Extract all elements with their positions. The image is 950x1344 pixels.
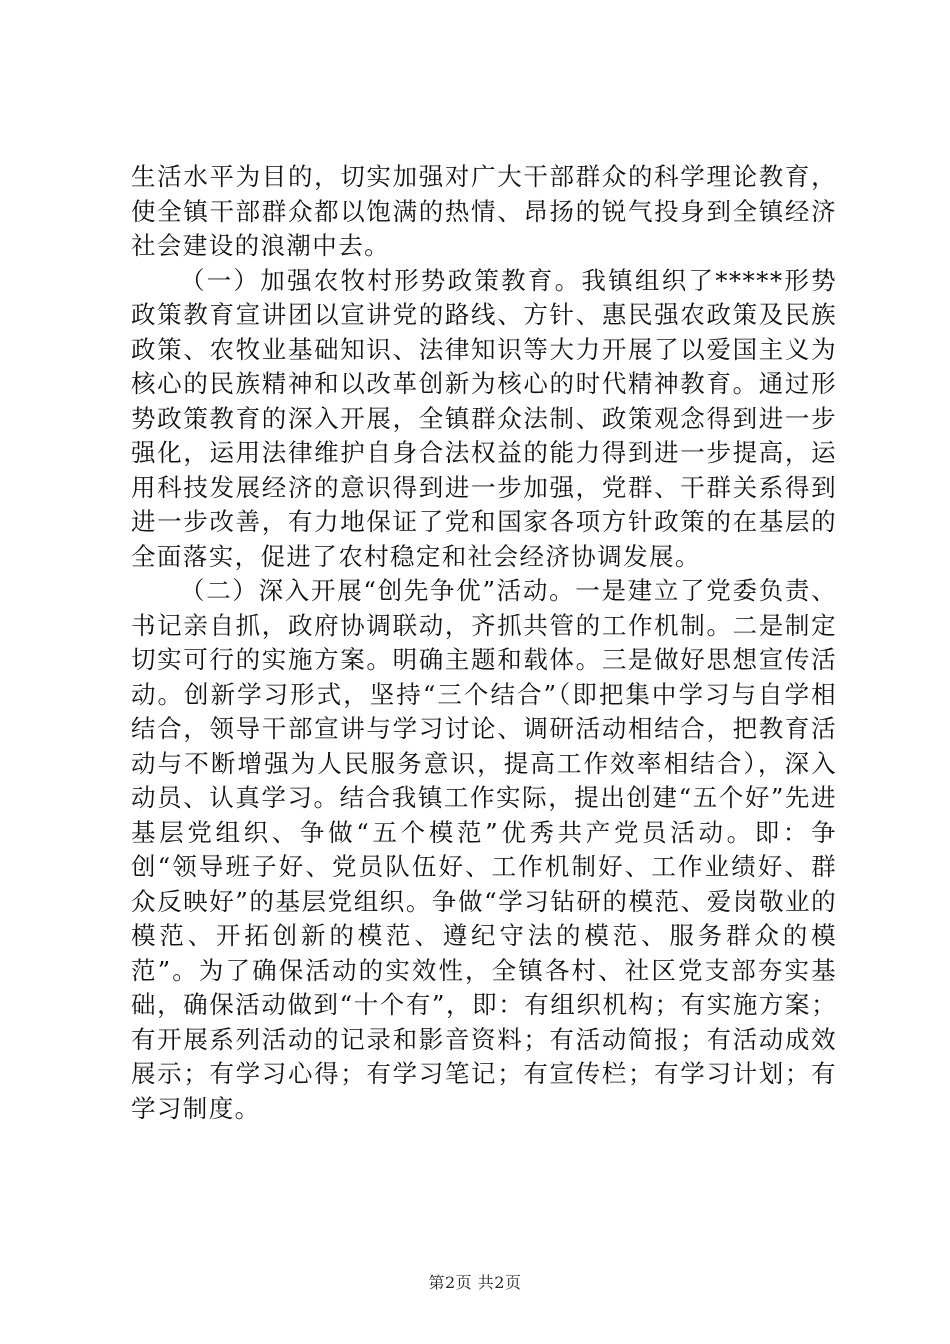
document-body (131, 160, 837, 1126)
page-number-footer: 第2页 共2页 (428, 1273, 522, 1292)
paragraph-intro-continuation: 生活水平为目的，切实加强对广大干部群众的科学理论教育，使全镇干部群众都以饱满的热情、昂扬的锐气投身到全镇经济社会建设的浪潮中去。 (131, 162, 837, 260)
paragraph-section-2: （二）深入开展“创先争优”活动。一是建立了党委负责、书记亲自抓，政府协调联动，齐抓共管的工作机制。二是制定切实可行的实施方案。明确主题和载体。三是做好思想宣传活动。创新学习形式，坚持“三个结合”（即把集中学习与自学相结合，领导干部宣讲与学习讨论、调研活动相结合，把教育活动与不断增强为人民服务意识，提高工作效率相结合），深入动员、认真学习。结合我镇工作实际，提出创建“五个好”先进基层党组织、争做“五个模范”优秀共产党员活动。即：争创“领导班子好、党员队伍好、工作机制好、工作业绩好、群众反映好”的基层党组织。争做“学习钻研的模范、爱岗敬业的模范、开拓创新的模范、遵纪守法的模范、服务群众的模范”。为了确保活动的实效性，全镇各村、社区党支部夯实基础，确保活动做到“十个有”，即：有组织机构；有实施方案；有开展系列活动的记录和影音资料；有活动简报；有活动成效展示；有学习心得；有学习笔记；有宣传栏；有学习计划；有学习制度。 (131, 576, 837, 1123)
paragraph-section-1: （一）加强农牧村形势政策教育。我镇组织了*****形势政策教育宣讲团以宣讲党的路线、方针、惠民强农政策及民族政策、农牧业基础知识、法律知识等大力开展了以爱国主义为核心的民族精神和以改革创新为核心的时代精神教育。通过形势政策教育的深入开展，全镇群众法制、政策观念得到进一步强化，运用法律维护自身合法权益的能力得到进一步提高，运用科技发展经济的意识得到进一步加强，党群、干群关系得到进一步改善，有力地保证了党和国家各项方针政策的在基层的全面落实，促进了农村稳定和社会经济协调发展。 (131, 265, 837, 571)
